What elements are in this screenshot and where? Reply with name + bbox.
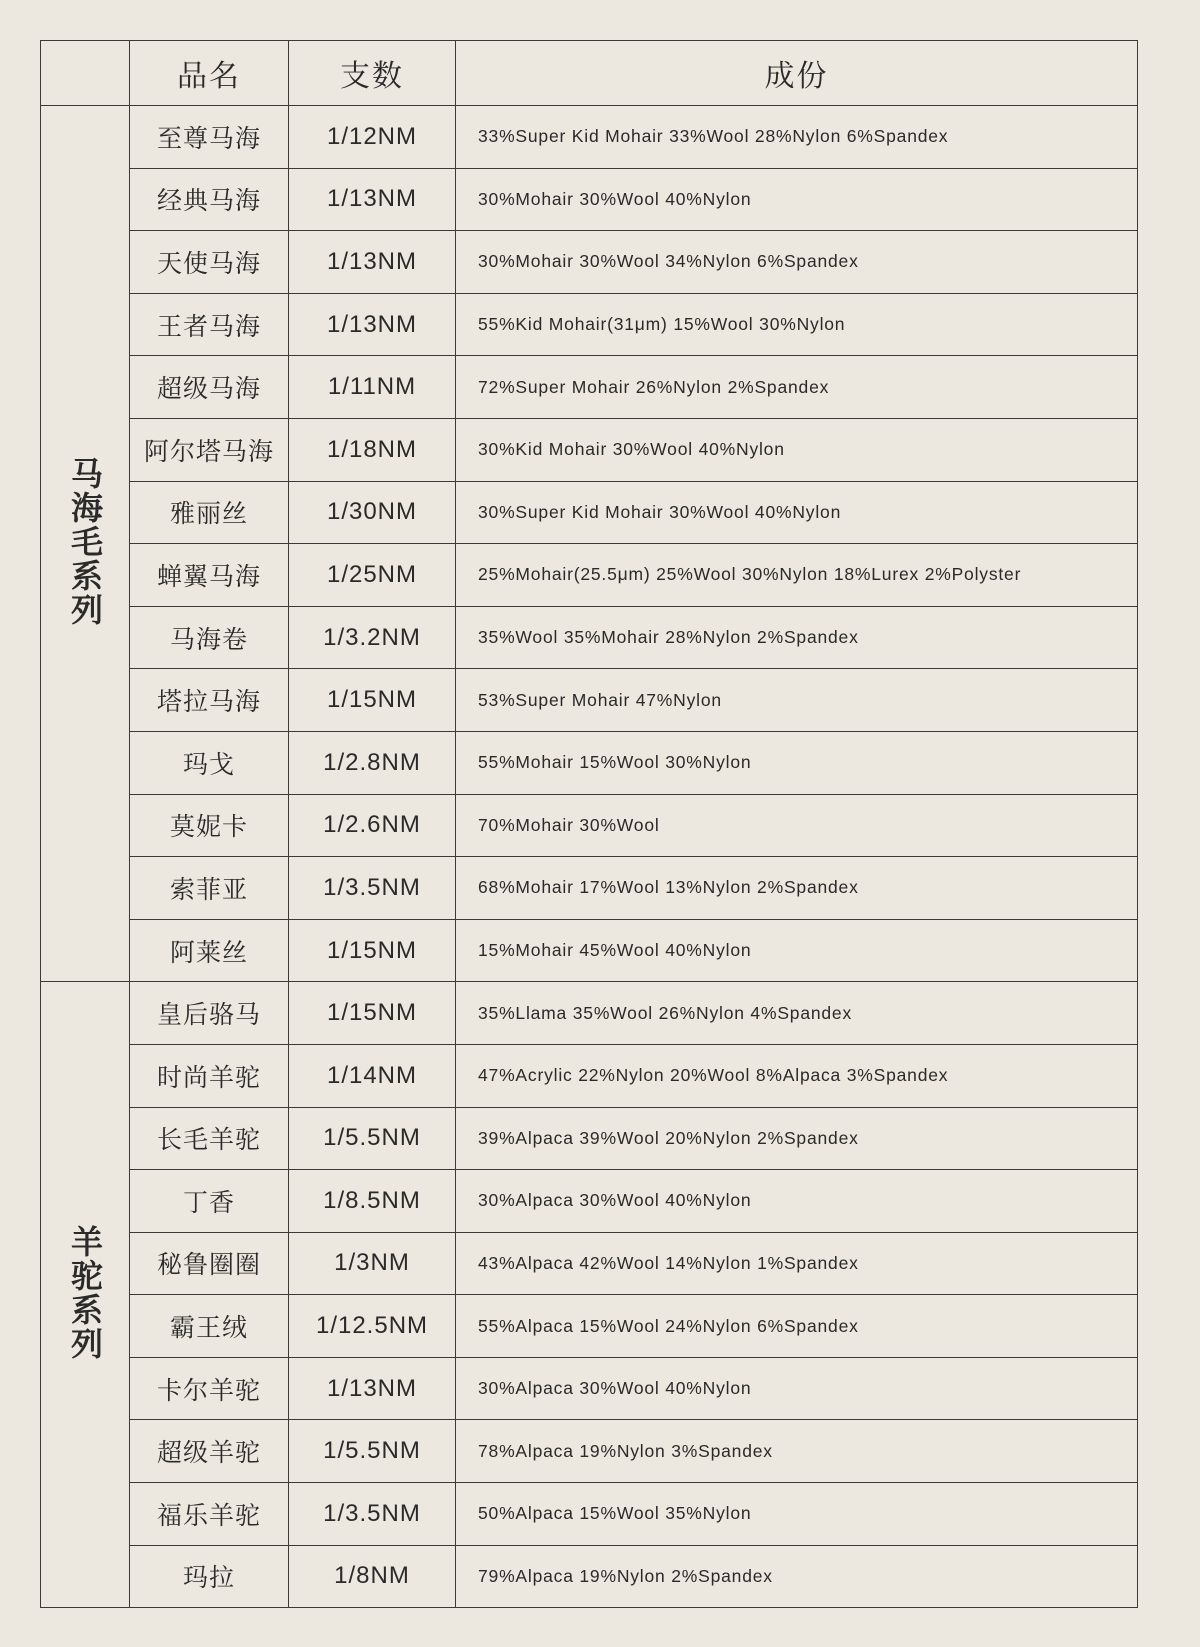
product-name-cell: 至尊马海 bbox=[130, 106, 289, 169]
yarn-count-cell: 1/12NM bbox=[289, 106, 456, 169]
yarn-count-cell: 1/8.5NM bbox=[289, 1170, 456, 1233]
composition-cell: 25%Mohair(25.5μm) 25%Wool 30%Nylon 18%Lurex 2%Polyster bbox=[456, 544, 1138, 607]
composition-cell: 30%Mohair 30%Wool 40%Nylon bbox=[456, 168, 1138, 231]
yarn-count-cell: 1/2.6NM bbox=[289, 794, 456, 857]
composition-cell: 79%Alpaca 19%Nylon 2%Spandex bbox=[456, 1545, 1138, 1608]
table-row bbox=[41, 544, 1138, 607]
yarn-count-cell: 1/25NM bbox=[289, 544, 456, 607]
product-name-cell: 莫妮卡 bbox=[130, 794, 289, 857]
table-row bbox=[41, 794, 1138, 857]
product-name-cell: 丁香 bbox=[130, 1170, 289, 1233]
header-name: 品名 bbox=[130, 41, 289, 106]
table-row bbox=[41, 106, 1138, 169]
header-composition: 成份 bbox=[456, 41, 1138, 106]
table-row bbox=[41, 606, 1138, 669]
product-name-cell: 福乐羊驼 bbox=[130, 1483, 289, 1546]
table-row bbox=[41, 731, 1138, 794]
series-label: 马海毛系列 bbox=[66, 456, 104, 627]
table-row bbox=[41, 1357, 1138, 1420]
table-row bbox=[41, 669, 1138, 732]
yarn-count-cell: 1/18NM bbox=[289, 418, 456, 481]
product-name-cell: 阿莱丝 bbox=[130, 919, 289, 982]
composition-cell: 68%Mohair 17%Wool 13%Nylon 2%Spandex bbox=[456, 857, 1138, 920]
yarn-count-cell: 1/11NM bbox=[289, 356, 456, 419]
composition-cell: 33%Super Kid Mohair 33%Wool 28%Nylon 6%Spandex bbox=[456, 106, 1138, 169]
yarn-count-cell: 1/3.5NM bbox=[289, 857, 456, 920]
composition-cell: 30%Mohair 30%Wool 34%Nylon 6%Spandex bbox=[456, 231, 1138, 294]
product-name-cell: 经典马海 bbox=[130, 168, 289, 231]
table-row bbox=[41, 1545, 1138, 1608]
product-name-cell: 皇后骆马 bbox=[130, 982, 289, 1045]
table-row bbox=[41, 1232, 1138, 1295]
header-count: 支数 bbox=[289, 41, 456, 106]
product-name-cell: 雅丽丝 bbox=[130, 481, 289, 544]
product-name-cell: 马海卷 bbox=[130, 606, 289, 669]
composition-cell: 55%Mohair 15%Wool 30%Nylon bbox=[456, 731, 1138, 794]
yarn-count-cell: 1/5.5NM bbox=[289, 1420, 456, 1483]
composition-cell: 53%Super Mohair 47%Nylon bbox=[456, 669, 1138, 732]
table-row bbox=[41, 1107, 1138, 1170]
table-row bbox=[41, 982, 1138, 1045]
composition-cell: 47%Acrylic 22%Nylon 20%Wool 8%Alpaca 3%Spandex bbox=[456, 1044, 1138, 1107]
product-name-cell: 阿尔塔马海 bbox=[130, 418, 289, 481]
yarn-count-cell: 1/13NM bbox=[289, 231, 456, 294]
composition-cell: 70%Mohair 30%Wool bbox=[456, 794, 1138, 857]
product-name-cell: 长毛羊驼 bbox=[130, 1107, 289, 1170]
yarn-count-cell: 1/8NM bbox=[289, 1545, 456, 1608]
table-row bbox=[41, 481, 1138, 544]
composition-cell: 43%Alpaca 42%Wool 14%Nylon 1%Spandex bbox=[456, 1232, 1138, 1295]
product-name-cell: 霸王绒 bbox=[130, 1295, 289, 1358]
series-cell bbox=[41, 106, 130, 982]
table-row bbox=[41, 1420, 1138, 1483]
yarn-count-cell: 1/15NM bbox=[289, 669, 456, 732]
yarn-count-cell: 1/14NM bbox=[289, 1044, 456, 1107]
product-name-cell: 索菲亚 bbox=[130, 857, 289, 920]
product-name-cell: 王者马海 bbox=[130, 293, 289, 356]
composition-cell: 72%Super Mohair 26%Nylon 2%Spandex bbox=[456, 356, 1138, 419]
yarn-count-cell: 1/15NM bbox=[289, 919, 456, 982]
yarn-count-cell: 1/15NM bbox=[289, 982, 456, 1045]
yarn-count-cell: 1/5.5NM bbox=[289, 1107, 456, 1170]
composition-cell: 30%Alpaca 30%Wool 40%Nylon bbox=[456, 1357, 1138, 1420]
composition-cell: 30%Alpaca 30%Wool 40%Nylon bbox=[456, 1170, 1138, 1233]
composition-cell: 39%Alpaca 39%Wool 20%Nylon 2%Spandex bbox=[456, 1107, 1138, 1170]
product-name-cell: 蝉翼马海 bbox=[130, 544, 289, 607]
header-series-cell bbox=[41, 41, 130, 106]
composition-cell: 35%Llama 35%Wool 26%Nylon 4%Spandex bbox=[456, 982, 1138, 1045]
composition-cell: 55%Kid Mohair(31μm) 15%Wool 30%Nylon bbox=[456, 293, 1138, 356]
table-row bbox=[41, 1483, 1138, 1546]
yarn-spec-table bbox=[40, 40, 1138, 1608]
table-row bbox=[41, 1044, 1138, 1107]
table-row bbox=[41, 293, 1138, 356]
product-name-cell: 超级马海 bbox=[130, 356, 289, 419]
table-header-row bbox=[41, 41, 1138, 106]
product-name-cell: 卡尔羊驼 bbox=[130, 1357, 289, 1420]
table-row bbox=[41, 1295, 1138, 1358]
product-name-cell: 天使马海 bbox=[130, 231, 289, 294]
yarn-count-cell: 1/13NM bbox=[289, 168, 456, 231]
table-row bbox=[41, 418, 1138, 481]
product-name-cell: 超级羊驼 bbox=[130, 1420, 289, 1483]
composition-cell: 78%Alpaca 19%Nylon 3%Spandex bbox=[456, 1420, 1138, 1483]
yarn-count-cell: 1/2.8NM bbox=[289, 731, 456, 794]
product-name-cell: 玛戈 bbox=[130, 731, 289, 794]
table-row bbox=[41, 231, 1138, 294]
composition-cell: 35%Wool 35%Mohair 28%Nylon 2%Spandex bbox=[456, 606, 1138, 669]
table-row bbox=[41, 1170, 1138, 1233]
table-row bbox=[41, 168, 1138, 231]
product-name-cell: 玛拉 bbox=[130, 1545, 289, 1608]
product-name-cell: 时尚羊驼 bbox=[130, 1044, 289, 1107]
composition-cell: 30%Kid Mohair 30%Wool 40%Nylon bbox=[456, 418, 1138, 481]
yarn-count-cell: 1/13NM bbox=[289, 1357, 456, 1420]
composition-cell: 50%Alpaca 15%Wool 35%Nylon bbox=[456, 1483, 1138, 1546]
yarn-count-cell: 1/3.5NM bbox=[289, 1483, 456, 1546]
series-label: 羊驼系列 bbox=[66, 1224, 104, 1361]
table-body bbox=[41, 106, 1138, 1608]
composition-cell: 30%Super Kid Mohair 30%Wool 40%Nylon bbox=[456, 481, 1138, 544]
yarn-count-cell: 1/12.5NM bbox=[289, 1295, 456, 1358]
yarn-count-cell: 1/13NM bbox=[289, 293, 456, 356]
table-row bbox=[41, 857, 1138, 920]
series-cell bbox=[41, 982, 130, 1608]
composition-cell: 15%Mohair 45%Wool 40%Nylon bbox=[456, 919, 1138, 982]
product-name-cell: 秘鲁圈圈 bbox=[130, 1232, 289, 1295]
yarn-count-cell: 1/30NM bbox=[289, 481, 456, 544]
table-row bbox=[41, 919, 1138, 982]
yarn-count-cell: 1/3NM bbox=[289, 1232, 456, 1295]
composition-cell: 55%Alpaca 15%Wool 24%Nylon 6%Spandex bbox=[456, 1295, 1138, 1358]
yarn-spec-sheet bbox=[40, 40, 1138, 1608]
yarn-count-cell: 1/3.2NM bbox=[289, 606, 456, 669]
table-row bbox=[41, 356, 1138, 419]
product-name-cell: 塔拉马海 bbox=[130, 669, 289, 732]
